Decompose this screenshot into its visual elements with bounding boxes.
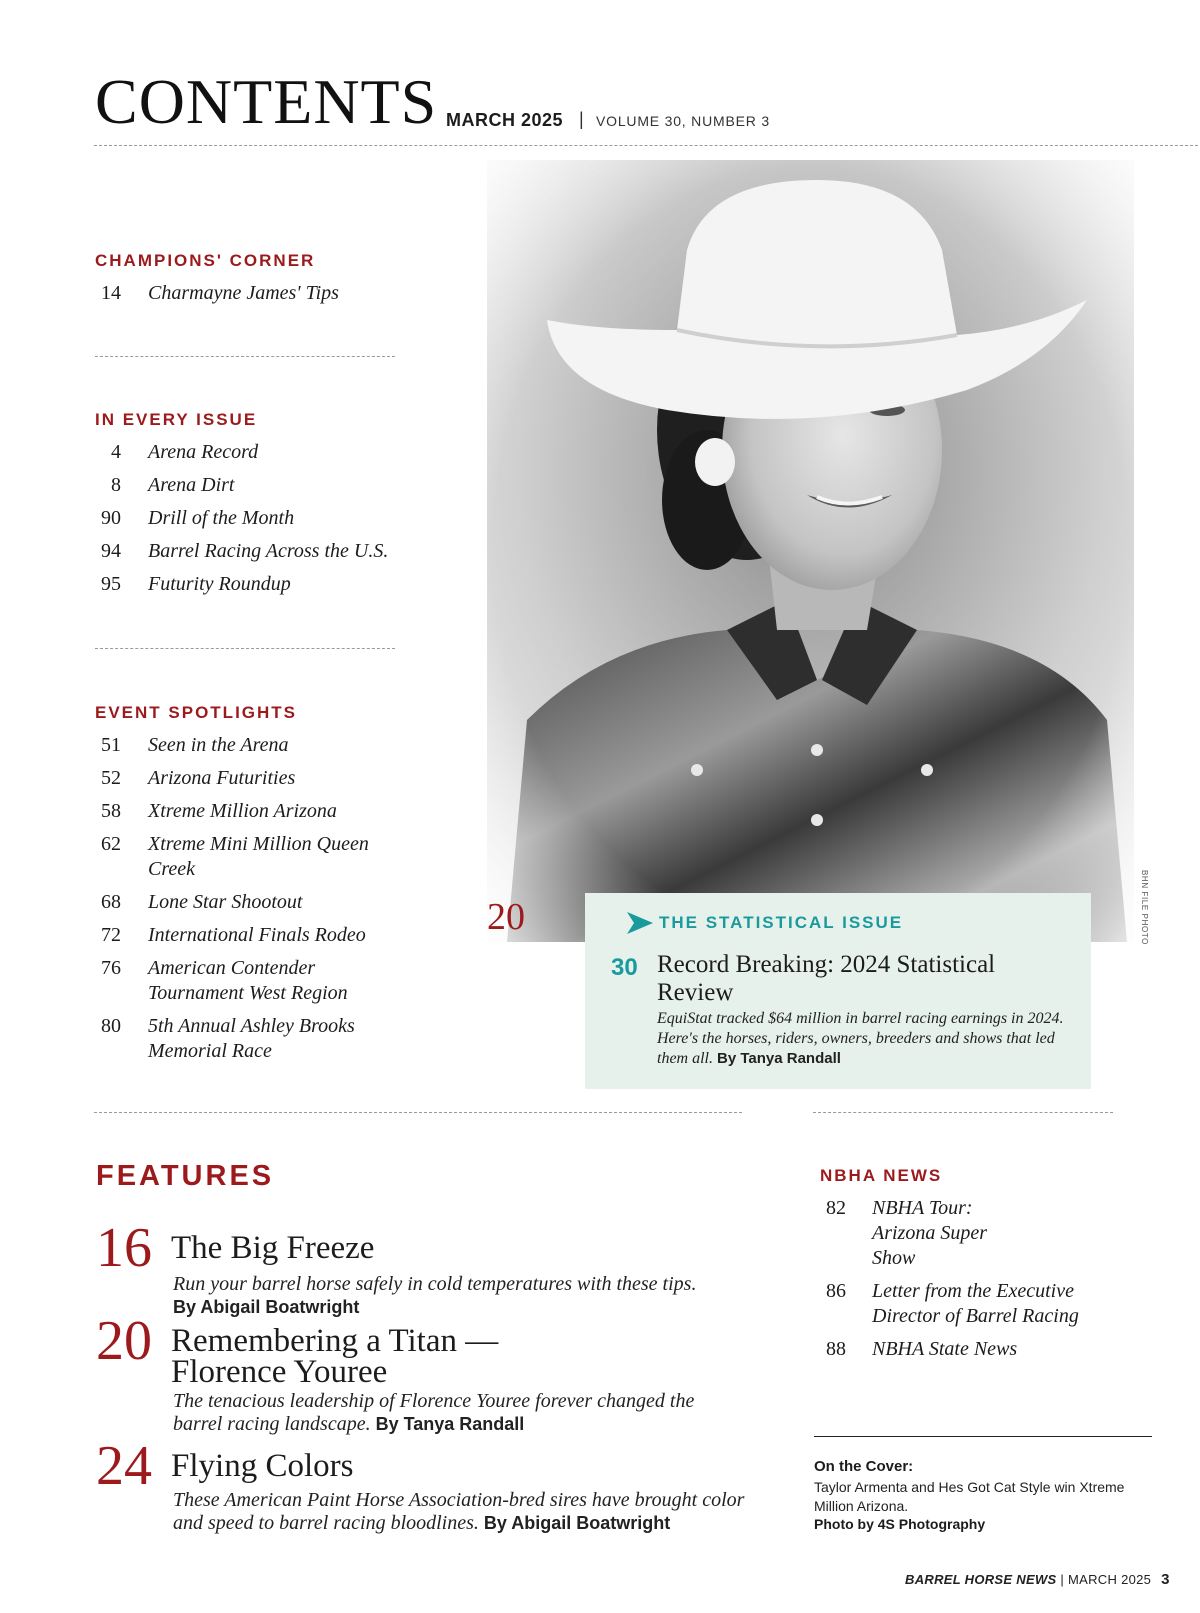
- toc-item[interactable]: 68 Lone Star Shootout: [101, 891, 303, 913]
- footer-separator: |: [1060, 1572, 1065, 1587]
- toc-item[interactable]: 86 Letter from the Executive Director of Barrel Racing: [826, 1280, 1079, 1327]
- header-separator: |: [579, 109, 584, 129]
- feature-description: The tenacious leadership of Florence Youree forever changed the barrel racing landscape. By Tanya Randall: [173, 1390, 695, 1435]
- footer-date: MARCH 2025: [1068, 1572, 1152, 1587]
- toc-item[interactable]: 80 5th Annual Ashley Brooks Memorial Race: [101, 1015, 355, 1062]
- page-title: CONTENTS: [95, 66, 438, 137]
- feature-page-number: 24: [96, 1435, 152, 1497]
- feature-page-number: 16: [96, 1217, 152, 1279]
- toc-item[interactable]: 95 Futurity Roundup: [101, 573, 291, 595]
- feature-byline: By Tanya Randall: [375, 1414, 525, 1434]
- photo-credit: BHN FILE PHOTO: [1140, 870, 1149, 945]
- section-heading-event-spotlights: EVENT SPOTLIGHTS: [95, 703, 298, 722]
- section-heading-in-every-issue: IN EVERY ISSUE: [95, 410, 258, 429]
- feature-description: Run your barrel horse safely in cold temperatures with these tips. By Abigail Boatwright: [173, 1273, 697, 1317]
- issue-date: MARCH 2025: [446, 110, 564, 130]
- statistical-issue-byline: By Tanya Randall: [717, 1050, 841, 1067]
- feature-byline: By Abigail Boatwright: [173, 1297, 360, 1317]
- header-divider: [94, 145, 1198, 146]
- section-divider: [94, 1112, 742, 1113]
- cover-caption: Taylor Armenta and Hes Got Cat Style win Xtreme Million Arizona.: [814, 1479, 1125, 1514]
- section-divider: [95, 356, 395, 357]
- arrow-icon: [627, 912, 653, 934]
- cover-divider: [814, 1436, 1152, 1437]
- toc-item[interactable]: 4 Arena Record: [111, 441, 259, 463]
- footer-page-number: 3: [1161, 1571, 1170, 1588]
- cover-story-photo: [487, 160, 1134, 942]
- toc-item[interactable]: 90 Drill of the Month: [101, 507, 295, 529]
- section-heading-nbha-news: NBHA NEWS: [820, 1166, 943, 1185]
- toc-item[interactable]: 72 International Finals Rodeo: [101, 924, 366, 946]
- toc-list-in-every-issue: [95, 440, 415, 605]
- toc-list-champions-corner: [95, 281, 405, 314]
- toc-item[interactable]: 58 Xtreme Million Arizona: [101, 800, 337, 822]
- statistical-issue-page: 30: [611, 954, 638, 981]
- toc-item[interactable]: 62 Xtreme Mini Million Queen Creek: [101, 833, 369, 880]
- photo-page-number[interactable]: 20: [487, 896, 525, 938]
- portrait-photo: [487, 160, 1134, 942]
- section-heading-champions-corner: CHAMPIONS' CORNER: [95, 251, 316, 270]
- section-divider: [95, 648, 395, 649]
- statistical-issue-description: EquiStat tracked $64 million in barrel racing earnings in 2024. Here's the horses, riders, owners, breeders and shows that led them all. By Tanya Randall: [657, 1010, 1064, 1067]
- feature-byline: By Abigail Boatwright: [483, 1513, 671, 1533]
- toc-item[interactable]: 88 NBHA State News: [826, 1338, 1018, 1360]
- toc-list-event-spotlights: [95, 733, 385, 1072]
- feature-item[interactable]: [96, 1435, 776, 1538]
- issue-volume: VOLUME 30, NUMBER 3: [596, 113, 770, 129]
- feature-description: These American Paint Horse Association-bred sires have brought color and speed to barrel racing bloodlines. By Abigail Boatwright: [173, 1489, 745, 1534]
- section-divider: [813, 1112, 1113, 1113]
- statistical-issue-title: Record Breaking: 2024 Statistical Review: [657, 951, 996, 1006]
- toc-item[interactable]: 82 NBHA Tour: Arizona Super Show: [826, 1197, 987, 1269]
- toc-item[interactable]: 14 Charmayne James' Tips: [101, 282, 339, 304]
- feature-item[interactable]: [96, 1310, 776, 1438]
- footer-magazine-name: BARREL HORSE NEWS: [905, 1572, 1057, 1587]
- toc-item[interactable]: 8 Arena Dirt: [111, 474, 235, 496]
- feature-title: The Big Freeze: [171, 1230, 375, 1266]
- toc-list-nbha-news: [820, 1196, 1110, 1370]
- statistical-issue-box[interactable]: [585, 893, 1091, 1089]
- feature-title: Remembering a Titan — Florence Youree: [171, 1323, 499, 1390]
- statistical-issue-label: THE STATISTICAL ISSUE: [659, 913, 904, 932]
- feature-item[interactable]: [96, 1217, 776, 1317]
- toc-item[interactable]: 52 Arizona Futurities: [101, 767, 296, 789]
- feature-page-number: 20: [96, 1310, 152, 1372]
- page-footer: [905, 1571, 1170, 1588]
- cover-heading: On the Cover:: [814, 1458, 914, 1475]
- section-heading-features: FEATURES: [96, 1160, 275, 1192]
- toc-item[interactable]: 51 Seen in the Arena: [101, 734, 289, 756]
- toc-item[interactable]: 76 American Contender Tournament West Region: [101, 957, 348, 1004]
- feature-title: Flying Colors: [171, 1448, 354, 1484]
- cover-photo-credit: Photo by 4S Photography: [814, 1516, 986, 1532]
- toc-item[interactable]: 94 Barrel Racing Across the U.S.: [101, 540, 389, 562]
